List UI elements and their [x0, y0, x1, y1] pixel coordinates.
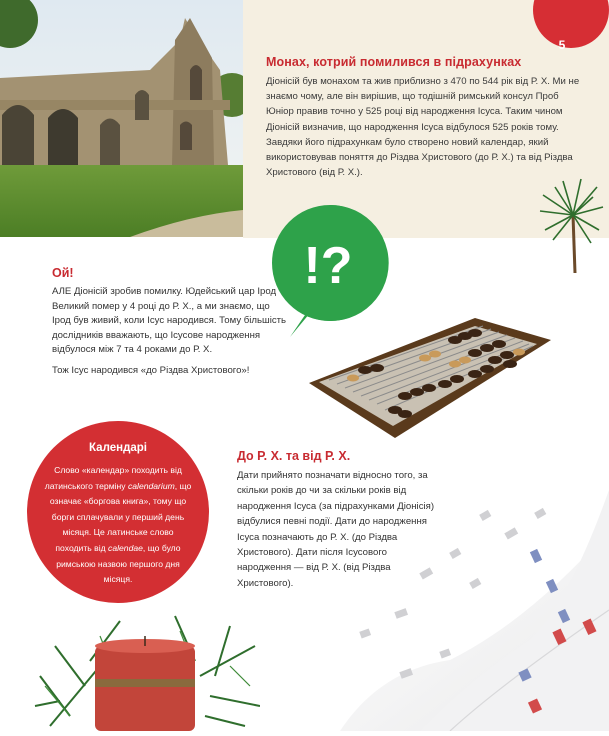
- oops-paragraph-2: Тож Ісус народився «до Різдва Христового»!: [52, 364, 250, 376]
- oops-section-title: Ой!: [52, 266, 74, 280]
- pine-branch-icon: [535, 175, 605, 275]
- oops-paragraph-1: АЛЕ Діонісій зробив помилку. Юдейський цар Ірод Великий помер у 4 році до Р. Х., а ми знаємо, що Ірод був живий, коли Ісус народився. Тому більшість дослідників вважають, що Ісусове народження відбулося між 7 та 4 роками до Р. Х.: [52, 286, 287, 356]
- monk-section-body: Діонісій був монахом та жив приблизно з 470 по 544 рік від Р. Х. Ми не знаємо чому, але він вирішив, що тодішній римський консул Проб Юніор правив точно у 525 році від народження Ісуса. Таким чином Діонісій визначив, що народження Ісуса відбулося 525 років тому. Завдяки його підрахункам було створено новий календар, який використовував поняття до Різдва Христового (до Р. Х.) та від Різдва Христового (від Р. Х.).: [266, 76, 580, 179]
- page-number: 5: [558, 38, 566, 52]
- calendars-term-1: calendarium: [127, 480, 175, 491]
- calendars-text-1: Слово «календар» походить від латинського терміну: [44, 465, 182, 491]
- bc-ad-section-body: Дати прийнято позначати відносно того, за скільки років до чи за скільки років від народження Ісуса (за підрахунками Діонісія) відбулися певні події. Дати до народження Ісуса позначають до Р. Х. (до Різдва Христового). Дати після Ісусового народження — від Р. Х. (від Різдва Христового).: [237, 470, 435, 589]
- monk-section-title: Монах, котрий помилився в підрахунках: [266, 55, 522, 69]
- bubble-text: !?: [303, 237, 353, 295]
- calendars-body: [44, 463, 192, 588]
- calendars-title: Календарі: [89, 442, 147, 454]
- calendars-text-2: , що означає «боргова книга», тому що борги сплачували у перший день місяця. Це латинське слово походить від: [49, 480, 192, 553]
- abbey-ruins-photo: [0, 0, 243, 237]
- abacus-image: [305, 298, 555, 443]
- candle-image: [30, 606, 260, 731]
- oops-section-body: [52, 285, 288, 385]
- calendars-text-3: , що було римською назвою першого дня місяця.: [56, 542, 181, 585]
- calendars-term-2: calendae: [108, 542, 143, 553]
- bc-ad-section-title: До Р. Х. та від Р. Х.: [237, 449, 351, 463]
